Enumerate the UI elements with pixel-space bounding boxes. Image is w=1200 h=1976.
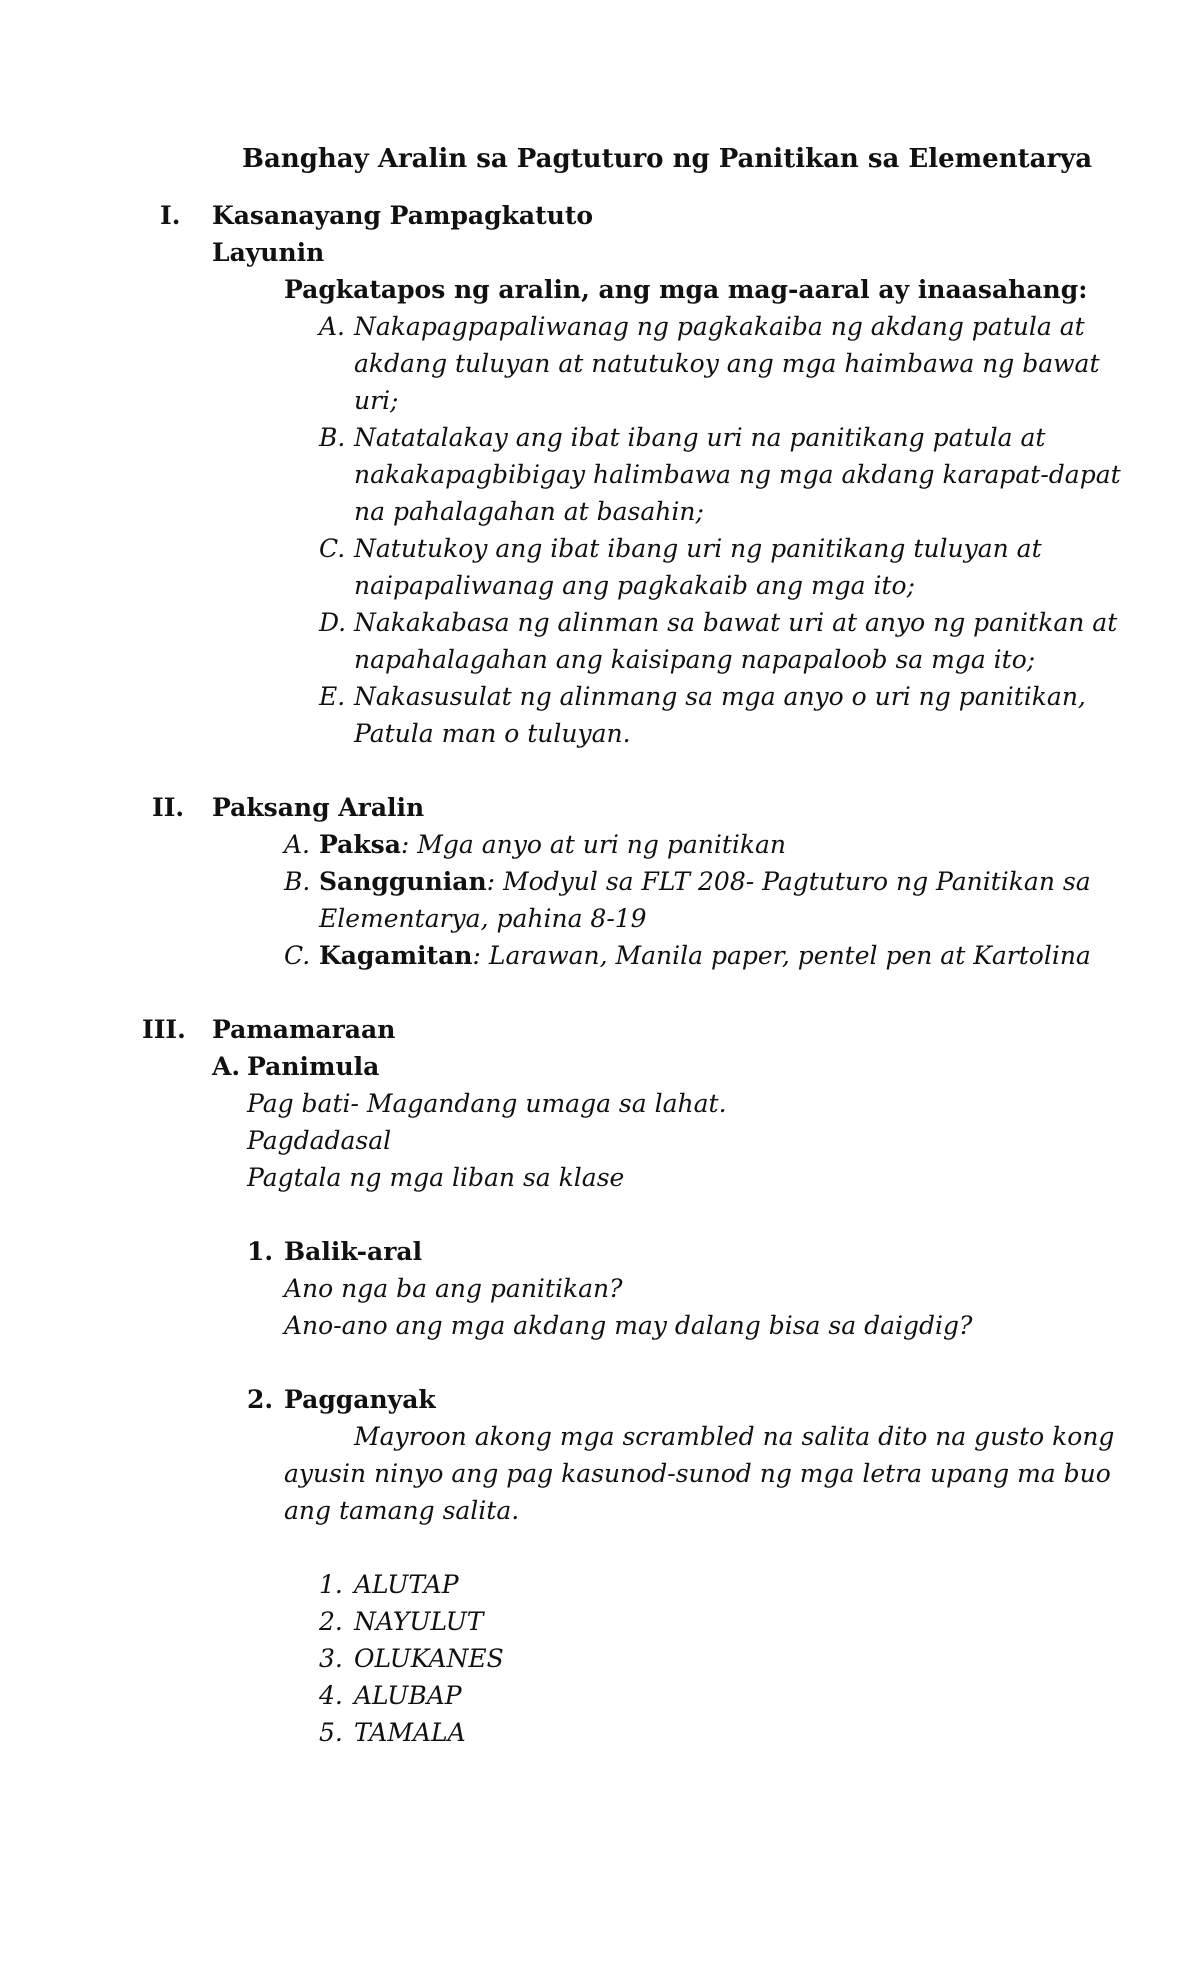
objective-b-line: na pahalagahan at basahin; <box>354 497 704 526</box>
scrambled-word-marker: 3. <box>319 1644 343 1673</box>
objective-d-marker: D. <box>319 608 347 637</box>
balik-aral-heading: Balik-aral <box>284 1237 423 1266</box>
materials-item-text: : Larawan, Manila paper, pentel pen at Kartolina <box>472 941 1091 970</box>
objective-a-line: Nakapagpapaliwanag ng pagkakaiba ng akdang patula at <box>354 312 1085 341</box>
scrambled-word: TAMALA <box>354 1718 466 1747</box>
section-1-subheading: Layunin <box>212 238 325 267</box>
panimula-line: Pag bati- Magandang umaga sa lahat. <box>247 1089 727 1118</box>
scrambled-word: ALUBAP <box>354 1681 462 1710</box>
objective-e-line: Patula man o tuluyan. <box>354 719 631 748</box>
reference-item-text: : Modyul sa FLT 208- Pagtuturo ng Panitikan sa <box>486 867 1091 896</box>
pagganyak-marker: 2. <box>247 1385 274 1414</box>
objective-d-line: napahalagahan ang kaisipang napapaloob sa mga ito; <box>354 645 1036 674</box>
topic-item-text: : Mga anyo at uri ng panitikan <box>400 830 787 859</box>
topic-item-marker: A. <box>284 830 311 859</box>
scrambled-word-marker: 4. <box>319 1681 343 1710</box>
scrambled-word: OLUKANES <box>354 1644 504 1673</box>
section-1-numeral: I. <box>160 201 181 230</box>
reference-item-marker: B. <box>284 867 311 896</box>
panimula-heading: Panimula <box>247 1052 380 1081</box>
balik-aral-line: Ano-ano ang mga akdang may dalang bisa sa daigdig? <box>284 1311 973 1340</box>
topic-item-label: Paksa <box>319 830 401 859</box>
reference-item-continuation: Elementarya, pahina 8-19 <box>319 904 647 933</box>
panimula-marker: A. <box>212 1052 241 1081</box>
balik-aral-line: Ano nga ba ang panitikan? <box>284 1274 623 1303</box>
scrambled-word: NAYULUT <box>354 1607 484 1636</box>
document-title: Banghay Aralin sa Pagtuturo ng Panitikan sa Elementarya <box>242 144 1093 174</box>
section-2-heading: Paksang Aralin <box>212 793 425 822</box>
objective-b-line: Natatalakay ang ibat ibang uri na panitikang patula at <box>354 423 1046 452</box>
reference-item <box>319 867 1091 897</box>
materials-item <box>319 941 1091 971</box>
section-1-heading: Kasanayang Pampagkatuto <box>212 201 594 230</box>
objective-a-line: akdang tuluyan at natutukoy ang mga haimbawa ng bawat <box>354 349 1100 378</box>
topic-item <box>319 830 786 860</box>
objectives-lead: Pagkatapos ng aralin, ang mga mag-aaral ay inaasahang: <box>284 275 1088 304</box>
scrambled-word-marker: 5. <box>319 1718 343 1747</box>
objective-e-marker: E. <box>319 682 346 711</box>
objective-e-line: Nakasusulat ng alinmang sa mga anyo o uri ng panitikan, <box>354 682 1086 711</box>
materials-item-label: Kagamitan <box>319 941 473 970</box>
panimula-line: Pagtala ng mga liban sa klase <box>247 1163 625 1192</box>
pagganyak-line: ayusin ninyo ang pag kasunod-sunod ng mga letra upang ma buo <box>284 1459 1111 1488</box>
objective-b-line: nakakapagbibigay halimbawa ng mga akdang karapat-dapat <box>354 460 1121 489</box>
panimula-line: Pagdadasal <box>247 1126 392 1155</box>
objective-c-line: naipapaliwanag ang pagkakaib ang mga ito; <box>354 571 916 600</box>
objective-b-marker: B. <box>319 423 346 452</box>
section-3-heading: Pamamaraan <box>212 1015 396 1044</box>
reference-item-label: Sanggunian <box>319 867 487 896</box>
pagganyak-line: ang tamang salita. <box>284 1496 520 1525</box>
objective-d-line: Nakakabasa ng alinman sa bawat uri at anyo ng panitkan at <box>354 608 1118 637</box>
section-2-numeral: II. <box>152 793 185 822</box>
objective-c-line: Natutukoy ang ibat ibang uri ng panitikang tuluyan at <box>354 534 1042 563</box>
scrambled-word-marker: 1. <box>319 1570 343 1599</box>
balik-aral-marker: 1. <box>247 1237 274 1266</box>
scrambled-word-marker: 2. <box>319 1607 343 1636</box>
objective-c-marker: C. <box>319 534 346 563</box>
section-3-numeral: III. <box>142 1015 186 1044</box>
pagganyak-heading: Pagganyak <box>284 1385 436 1414</box>
objective-a-line: uri; <box>354 386 399 415</box>
materials-item-marker: C. <box>284 941 311 970</box>
scrambled-word: ALUTAP <box>354 1570 459 1599</box>
pagganyak-line: Mayroon akong mga scrambled na salita dito na gusto kong <box>354 1422 1115 1451</box>
objective-a-marker: A. <box>319 312 346 341</box>
